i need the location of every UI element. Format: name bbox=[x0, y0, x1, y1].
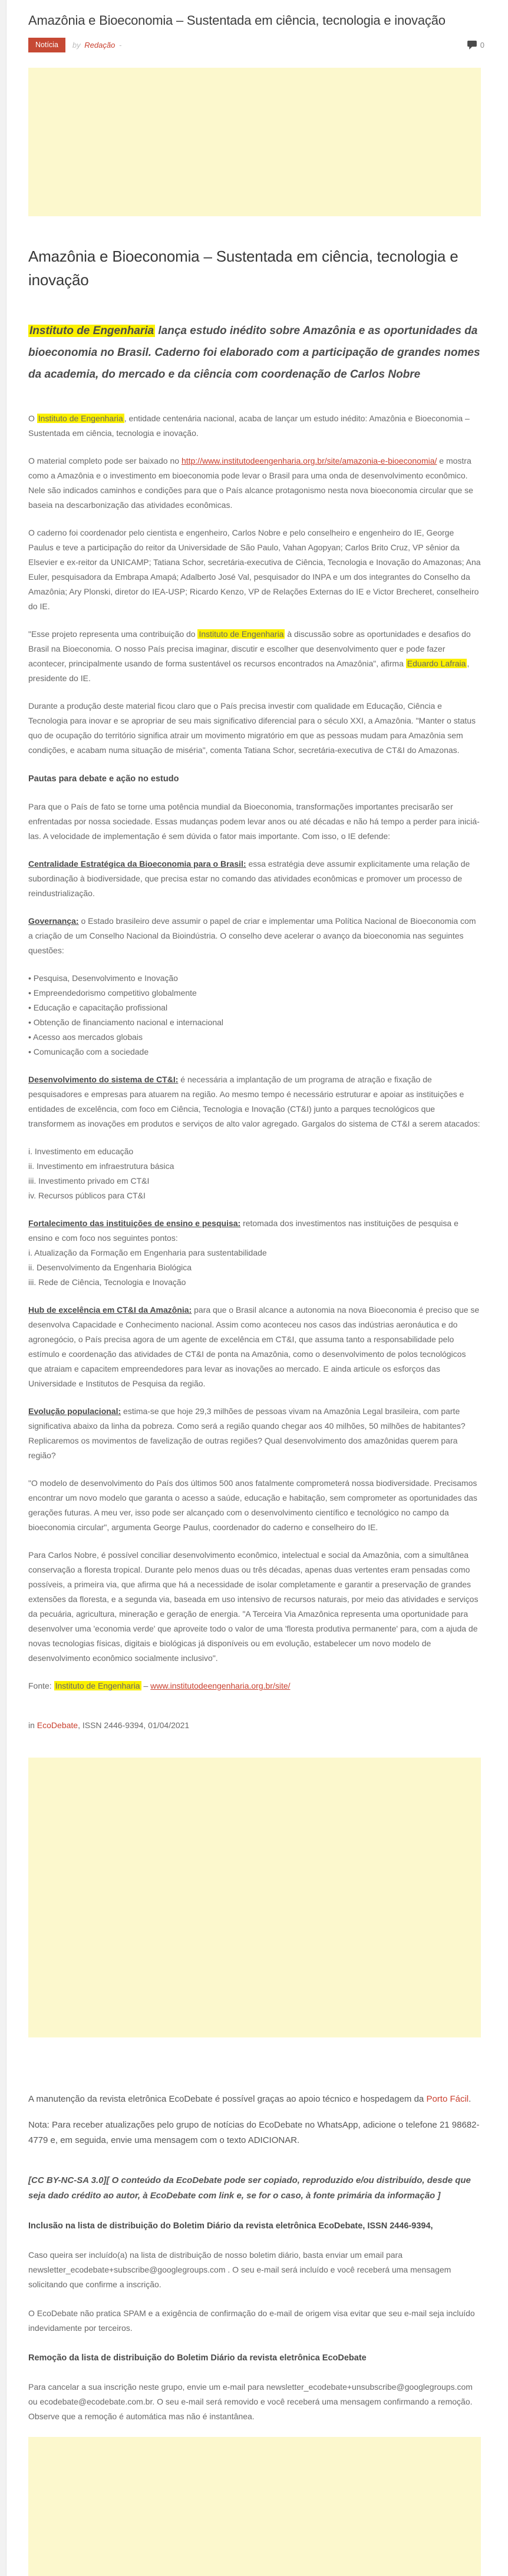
highlight-text: Instituto de Engenharia bbox=[38, 414, 123, 423]
list-item: i. Atualização da Formação em Engenharia para sustentabilidade bbox=[28, 1248, 267, 1257]
list-item: • Pesquisa, Desenvolvimento e Inovação bbox=[28, 971, 481, 986]
highlight-text: Instituto de Engenharia bbox=[199, 629, 284, 639]
article-paragraph: O caderno foi coordenador pelo cientista e engenheiro, Carlos Nobre e pelo conselheiro e engenheiro do IE, George Paulus e teve a participação do reitor da Universidade de São Paulo, Vahan Agopyan; Carlos Brito Cruz, VP sênior da Elsevier e ex-reitor da UNICAMP; Tatiana Schor, secretária-executiva de Ciência, Tecnologia e Inovação do Amazonas; Ana Euler, pesquisadora da Embrapa Amapá; Adalberto José Val, pesquisador do INPA e um dos integrantes do Conselho da Amazônia; Ary Plonski, diretor do IEA-USP; Ricardo Kenzo, VP de Relações Externas do IE e Victor Brecheret, conselheiro do IE. bbox=[28, 528, 481, 611]
topic-lead: Evolução populacional: bbox=[28, 1406, 121, 1416]
highlight-text: Eduardo Lafraia bbox=[407, 659, 466, 668]
topic-lead: Fortalecimento das instituições de ensino e pesquisa: bbox=[28, 1218, 241, 1228]
footer-section bbox=[28, 2092, 481, 2576]
footer-unsubscribe-heading: Remoção da lista de distribuição do Boletim Diário da revista eletrônica EcoDebate bbox=[28, 2353, 367, 2363]
topic-lead: Governança: bbox=[28, 916, 79, 926]
lead-text: lança estudo inédito sobre Amazônia e as oportunidades da bioeconomia no Brasil. Caderno foi elaborado com a participação de grandes nomes da academia, do mercado e da ciência com coordenação de Carlos Nobre bbox=[28, 325, 480, 381]
list-item: i. Investimento em educação bbox=[28, 1147, 134, 1156]
article-paragraph bbox=[28, 914, 481, 958]
ad-placeholder-bottom[interactable] bbox=[28, 2437, 481, 2576]
article-paragraph bbox=[28, 627, 481, 686]
paragraph-text: "Esse projeto representa uma contribuição do bbox=[28, 629, 198, 639]
ad-placeholder-top[interactable] bbox=[28, 68, 481, 216]
footer-unsubscribe-text: Para cancelar a sua inscrição neste grupo, envie um e-mail para newsletter_ecodebate+unsubscribe@googlegroups.com ou ecodebate@ecodebate.com.br. O seu e-mail será removido e você receberá uma mensagem confirmando a remoção. Observe que a remoção é automática mas não é instantânea. bbox=[28, 2382, 473, 2421]
ad-placeholder-middle[interactable] bbox=[28, 1758, 481, 2037]
article-paragraph bbox=[28, 857, 481, 901]
paragraph-text: retomada dos investimentos nas instituições de pesquisa e ensino e com foco nos seguintes pontos: bbox=[28, 1218, 458, 1243]
list-item: ii. Desenvolvimento da Engenharia Biológica bbox=[28, 1263, 192, 1272]
paragraph-text: , presidente do IE. bbox=[28, 659, 470, 683]
page-title: Amazônia e Bioeconomia – Sustentada em ciência, tecnologia e inovação bbox=[28, 13, 446, 28]
paragraph-text: e mostra como a Amazônia e o investimento em bioeconomia pode levar o Brasil para uma onda de desenvolvimento econômico. Nele são indicados caminhos e condições para que o País alcance protagonismo nesta nova bioeconomia circular que se baseia na descarbonização das atividades econômicas. bbox=[28, 456, 473, 510]
article-content bbox=[28, 245, 481, 2576]
list-item: • Obtenção de financiamento nacional e internacional bbox=[28, 1015, 481, 1030]
article-paragraph: "O modelo de desenvolvimento do País dos últimos 500 anos fatalmente comprometerá nossa biodiversidade. Precisamos encontrar um novo modelo que garanta o acesso a saúde, educação e habitação, sem comprometer as oportunidades das gerações futuras. A meu ver, isso pode ser alcançado com o desenvolvimento científico e tecnológico no campo da bioeconomia circular", argumenta George Paulus, coordenador do caderno e conselheiro do IE. bbox=[28, 1478, 477, 1532]
highlight-text: Instituto de Engenharia bbox=[55, 1681, 140, 1690]
article-paragraph: Para Carlos Nobre, é possível conciliar desenvolvimento econômico, intelectual e social da Amazônia, com a simultânea conservação a floresta tropical. Durante pelo menos duas ou três décadas, apenas duas vertentes eram pensadas como possíveis, a primeira via, que afirma que há a necessidade de isolar completamente e garantir a preservação de grandes extensões da floresta, e a segunda via, baseada em uso intensivo de recursos naturais, por meio das atividades e serviços da pecuária, agricultura, mineração e geração de energia. "A Terceira Via Amazônica representa uma oportunidade para desenvolver uma 'economia verde' que aproveite todo o valor de uma 'floresta produtiva permanente' para, com a ajuda de novas tecnologias físicas, digitais e biológicas já disponíveis ou em evolução, estabelecer um novo modelo de desenvolvimento econômico socialmente inclusivo". bbox=[28, 1550, 479, 1663]
byline-by: by bbox=[72, 41, 81, 49]
article-heading: Amazônia e Bioeconomia – Sustentada em ciência, tecnologia e inovação bbox=[28, 247, 458, 289]
article-paragraph bbox=[28, 411, 481, 441]
list-item: • Empreendedorismo competitivo globalmente bbox=[28, 986, 481, 1000]
post-meta-row bbox=[28, 38, 484, 52]
fonte-link[interactable]: www.institutodeengenharia.org.br/site/ bbox=[150, 1681, 291, 1690]
article-paragraph: Para que o País de fato se torne uma potência mundial da Bioeconomia, transformações importantes precisarão ser enfrentadas por nossa sociedade. Essas mudanças podem levar anos ou até décadas e não há tempo a perder para iniciá-las. A velocidade de implementação é sem dúvida o fator mais importante. Com isso, o IE defende: bbox=[28, 802, 480, 841]
byline bbox=[72, 41, 121, 49]
governance-bullet-list bbox=[28, 971, 481, 1059]
paragraph-text: é necessária a implantação de um programa de atração e fixação de pesquisadores e empresas para atuarem na região. Ao mesmo tempo é necessário estruturar e apoiar as instituições e entidades de excelência, com foco em Ciência, Tecnologia e Inovação (CT&I) junto a parques tecnológicos que transformem as inovações em produtos e serviços de alto valor agregado. Gargalos do sistema de CT&I a serem atacados: bbox=[28, 1075, 480, 1128]
footer-whatsapp-note: Nota: Para receber atualizações pelo grupo de notícias do EcoDebate no WhatsApp, adicione o telefone 21 98682-4779 e, em seguida, envie uma mensagem com o texto ADICIONAR. bbox=[28, 2120, 480, 2145]
byline-dash: - bbox=[118, 41, 122, 49]
list-item: iv. Recursos públicos para CT&I bbox=[28, 1191, 146, 1200]
education-points-list bbox=[28, 1246, 481, 1290]
material-download-link[interactable]: http://www.institutodeengenharia.org.br/site/amazonia-e-bioeconomia/ bbox=[181, 456, 437, 465]
ecodebate-link[interactable]: EcoDebate bbox=[37, 1720, 78, 1730]
source-line bbox=[28, 1679, 481, 1693]
article-paragraph bbox=[28, 1303, 481, 1391]
article-paragraph bbox=[28, 454, 481, 513]
topic-lead: Desenvolvimento do sistema de CT&I: bbox=[28, 1075, 179, 1084]
article-paragraph: Durante a produção deste material ficou claro que o País precisa investir com qualidade em Educação, Ciência e Tecnologia para inovar e se apropriar de seu mais significativo diferencial para o século XXI, a Amazônia. "Manter o status quo de ocupação do território significa atrair um movimento migratório em que as pessoas mudam para Amazônia sem condições, e acabam numa situação de miséria", comenta Tatiana Schor, secretária-executiva de CT&I do Amazonas. bbox=[28, 701, 476, 755]
topic-lead: Hub de excelência em CT&I da Amazônia: bbox=[28, 1305, 192, 1315]
list-item: • Educação e capacitação profissional bbox=[28, 1000, 481, 1015]
porto-facil-link[interactable]: Porto Fácil bbox=[426, 2094, 469, 2104]
list-item: ii. Investimento em infraestrutura básica bbox=[28, 1161, 174, 1171]
paragraph-text: O material completo pode ser baixado no bbox=[28, 456, 182, 465]
paragraph-text: in bbox=[28, 1720, 37, 1730]
list-item: • Comunicação com a sociedade bbox=[28, 1045, 481, 1059]
paragraph-text: à discussão sobre as oportunidades e desafios do Brasil na Bioeconomia. O nosso País precisa imaginar, discutir e escolher que desenvolvimento quer e pode fazer acontecer, principalmente usando de forma sustentável os recursos encontrados na Amazônia", afirma bbox=[28, 629, 471, 668]
comments-count: 0 bbox=[480, 41, 484, 49]
footer-subscribe-heading: Inclusão na lista de distribuição do Boletim Diário da revista eletrônica EcoDebate, ISSN 2446-9394, bbox=[28, 2221, 433, 2231]
paragraph-text: O bbox=[28, 414, 37, 423]
paragraph-text: o Estado brasileiro deve assumir o papel de criar e implementar uma Política Nacional de Bioeconomia com a criação de um Conselho Nacional da Bioindústria. O conselho deve acelerar o avanço da bioeconomia nas seguintes questões: bbox=[28, 916, 476, 955]
footer-text: A manutenção da revista eletrônica EcoDebate é possível graças ao apoio técnico e hospedagem da bbox=[28, 2094, 427, 2104]
author-link[interactable]: Redação bbox=[84, 41, 116, 49]
footer-license-line: [CC BY-NC-SA 3.0][ O conteúdo da EcoDebate pode ser copiado, reproduzido e/ou distribuído, desde que seja dado crédito ao autor, à EcoDebate com link e, se for o caso, à fonte primária da informação ] bbox=[28, 2175, 471, 2201]
footer-subscribe-text: Caso queira ser incluído(a) na lista de distribuição de nosso boletim diário, basta enviar um email para newsletter_ecodebate+subscribe@googlegroups.com . O seu e-mail será incluído e você receberá uma mensagem solicitando que confirme a inscrição. bbox=[28, 2250, 451, 2289]
list-item: • Acesso aos mercados globais bbox=[28, 1030, 481, 1045]
citation-line bbox=[28, 1718, 481, 1733]
paragraph-text: estima-se que hoje 29,3 milhões de pessoas vivam na Amazônia Legal brasileira, com parte significativa abaixo da linha da pobreza. Como será a região quando chegar aos 40 milhões, 50 milhões de habitantes? Replicaremos os movimentos de favelização de outras regiões? Qual desenvolvimento dos amazônidas querem para região? bbox=[28, 1406, 466, 1460]
paragraph-text: – bbox=[141, 1681, 151, 1690]
comment-bubble-icon bbox=[467, 41, 477, 49]
article-paragraph bbox=[28, 1216, 481, 1246]
article-paragraph bbox=[28, 1404, 481, 1463]
category-badge[interactable]: Notícia bbox=[28, 38, 65, 52]
paragraph-text: Fonte: bbox=[28, 1681, 54, 1690]
paragraph-text: , entidade centenária nacional, acaba de lançar um estudo inédito: Amazônia e Bioeconomia – Sustentada em ciência, tecnologia e inovação. bbox=[28, 414, 470, 438]
article-paragraph bbox=[28, 1072, 481, 1131]
paragraph-text: para que o Brasil alcance a autonomia na nova Bioeconomia é preciso que se desenvolva Capacidade e Conhecimento nacional. Assim como aconteceu nos casos das indústrias aeronáutica e do agronegócio, o País precisa agora de um agente de excelência em CT&I, que assuma tanto a responsabilidade pelo estímulo e coordenação das atividades de CT&I de ponta na Amazônia, como o desenvolvimento de polos tecnológicos que atraiam e capacitem empreendedores para levar as inovações ao mercado. E ainda articule os esforços das Universidade e Institutos de Pesquisa da região. bbox=[28, 1305, 480, 1388]
footer-text: . bbox=[469, 2094, 471, 2104]
cti-gaps-list bbox=[28, 1144, 481, 1203]
footer-spam-text: O EcoDebate não pratica SPAM e a exigência de confirmação do e-mail de origem visa evitar que seu e-mail seja incluído indevidamente por terceiros. bbox=[28, 2309, 475, 2333]
article-lead bbox=[28, 320, 481, 385]
comments-counter[interactable] bbox=[467, 41, 484, 49]
topic-lead: Centralidade Estratégica da Bioeconomia para o Brasil: bbox=[28, 859, 246, 868]
paragraph-text: essa estratégia deve assumir explicitamente uma relação de subordinação à biodiversidade, que precisa estar no comando das atividades econômicas e promover um processo de reindustrialização. bbox=[28, 859, 470, 898]
page-panel bbox=[6, 0, 508, 2576]
highlight-text: Instituto de Engenharia bbox=[29, 325, 154, 337]
list-item: iii. Investimento privado em CT&I bbox=[28, 1176, 150, 1185]
section-subhead: Pautas para debate e ação no estudo bbox=[28, 774, 179, 784]
list-item: iii. Rede de Ciência, Tecnologia e Inovação bbox=[28, 1277, 186, 1287]
paragraph-text: , ISSN 2446-9394, 01/04/2021 bbox=[78, 1720, 190, 1730]
footer-support-line bbox=[28, 2092, 481, 2107]
